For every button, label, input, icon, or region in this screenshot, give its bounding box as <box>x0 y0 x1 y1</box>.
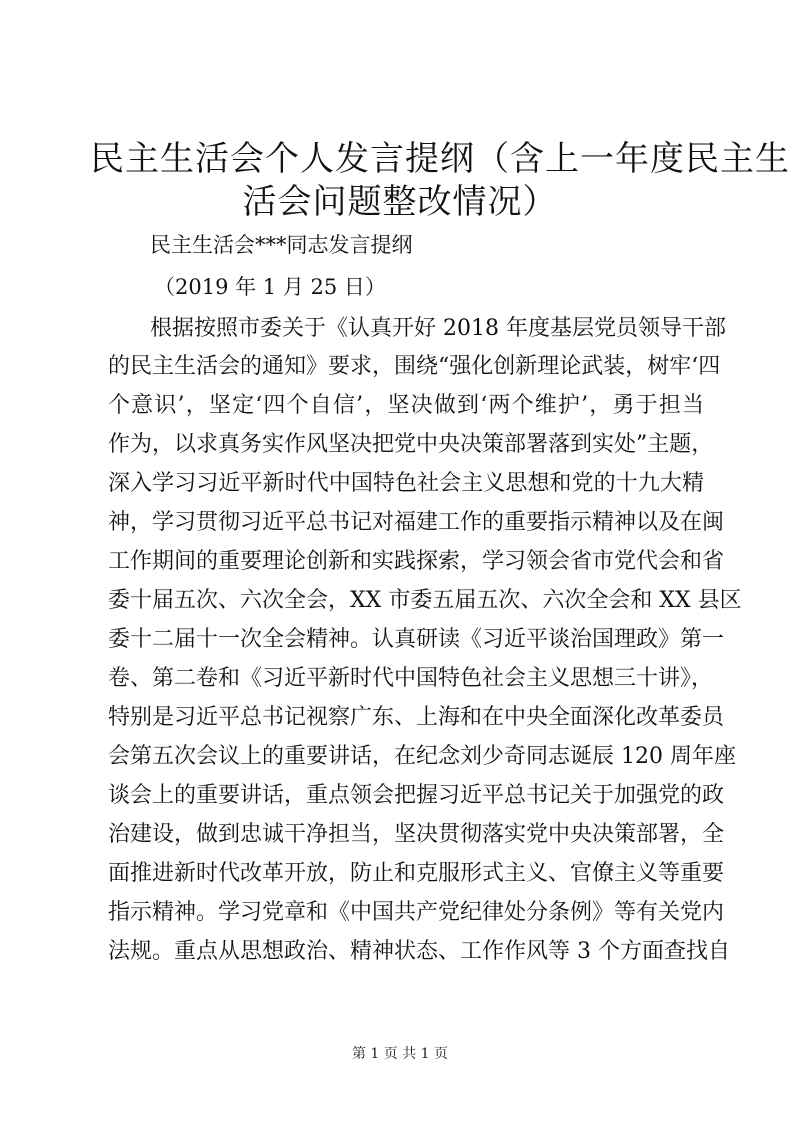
document-title-line-2: 活会问题整改情况） <box>242 182 558 222</box>
body-line: 卷、第二卷和《习近平新时代中国特色社会主义思想三十讲》， <box>108 666 714 691</box>
body-line: 深入学习习近平新时代中国特色社会主义思想和党的十九大精 <box>108 471 704 496</box>
body-line: 面推进新时代改革开放，防止和克服形式主义、官僚主义等重要 <box>108 861 725 886</box>
page-footer: 第 1 页 共 1 页 <box>351 1046 449 1062</box>
body-line: 特别是习近平总书记视察广东、上海和在中央全面深化改革委员 <box>108 705 725 730</box>
body-line: 个意识’，坚定‘四个自信’，坚决做到‘两个维护’，勇于担当 <box>108 393 704 418</box>
body-line: 会第五次会议上的重要讲话，在纪念刘少奇同志诞辰 120 周年座 <box>108 744 736 769</box>
document-subtitle: 民主生活会***同志发言提纲 <box>150 233 413 257</box>
body-line: 工作期间的重要理论创新和实践探索，学习领会省市党代会和省 <box>108 549 725 574</box>
body-line: 法规。重点从思想政治、精神状态、工作作风等 3 个方面查找自 <box>108 939 730 964</box>
body-line: 委十届五次、六次全会，XX 市委五届五次、六次全会和 XX 县区 <box>108 588 742 613</box>
body-line: 作为，以求真务实作风坚决把党中央决策部署落到实处”主题， <box>108 432 714 457</box>
document-title-line-1: 民主生活会个人发言提纲（含上一年度民主生 <box>90 139 790 179</box>
body-line: 委十二届十一次全会精神。认真研读《习近平谈治国理政》第一 <box>108 627 725 652</box>
body-line: 指示精神。学习党章和《中国共产党纪律处分条例》等有关党内 <box>108 900 725 925</box>
body-line: 治建设，做到忠诚干净担当，坚决贯彻落实党中央决策部署，全 <box>108 822 725 847</box>
document-date: （2019 年 1 月 25 日） <box>154 275 386 299</box>
body-line: 神，学习贯彻习近平总书记对福建工作的重要指示精神以及在闽 <box>108 510 725 535</box>
body-line: 的民主生活会的通知》要求，围绕“强化创新理论武装，树牢‘四 <box>108 354 721 379</box>
body-line: 根据按照市委关于《认真开好 2018 年度基层党员领导干部 <box>150 316 726 341</box>
body-line: 谈会上的重要讲话，重点领会把握习近平总书记关于加强党的政 <box>108 783 725 808</box>
